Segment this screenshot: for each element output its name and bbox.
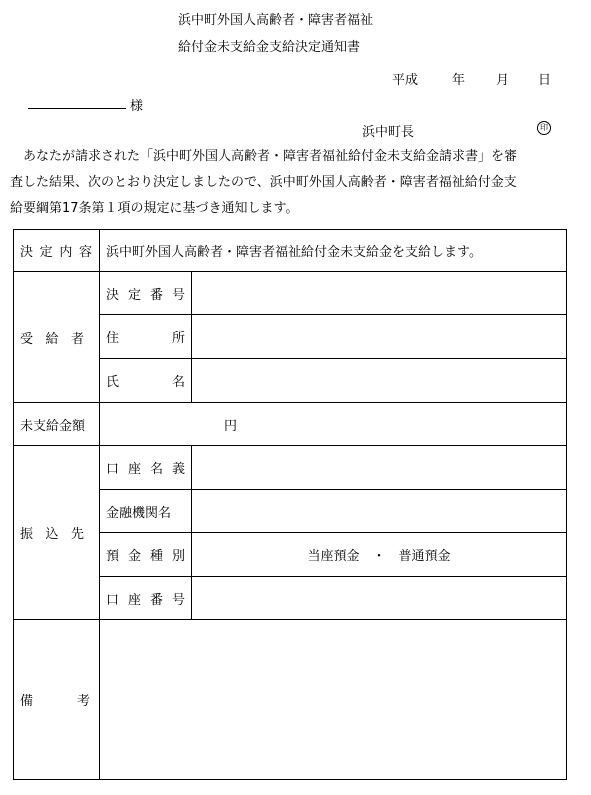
bank-label: 金融機関名 — [100, 490, 192, 533]
remarks-label: 備 考 — [20, 694, 90, 709]
seal-mark: 印 — [537, 121, 551, 135]
table-row-unpaid-amount — [14, 403, 567, 446]
decision-number-label: 決 定 番 号 — [106, 287, 185, 303]
name-field[interactable] — [192, 359, 567, 403]
deposit-type-label: 預 金 種 別 — [106, 549, 185, 564]
name-label-cell — [100, 359, 192, 403]
title-line-2: 給付金未支給金支給決定通知書 — [178, 40, 361, 55]
remarks-field[interactable] — [100, 620, 567, 780]
account-number-label: 口 座 番 号 — [106, 592, 185, 608]
transfer-label-cell — [14, 446, 100, 620]
table-row-decision-number — [14, 272, 567, 315]
bank-field[interactable] — [192, 490, 567, 533]
address-label-cell — [100, 315, 192, 359]
body-text-line-1 — [10, 144, 582, 170]
recipient-label-cell — [14, 272, 100, 403]
address-label: 住 所 — [106, 331, 185, 346]
account-number-label-cell — [100, 577, 192, 620]
account-name-field[interactable] — [192, 446, 567, 490]
decision-text: 浜中町外国人高齢者・障害者福祉給付金未支給金を支給します。 — [100, 230, 567, 272]
deposit-type-options[interactable]: 当座預金 ・ 普通預金 — [192, 533, 567, 577]
date-year: 年 — [452, 73, 466, 88]
decision-number-label-cell — [100, 272, 192, 315]
addressee-name-line — [28, 108, 126, 109]
addressee-honorific: 様 — [130, 99, 144, 114]
recipient-label: 受 給 者 — [20, 331, 84, 347]
remarks-label-cell — [14, 620, 100, 780]
decision-label: 決 定 内 容 — [20, 245, 92, 260]
issuer-name: 浜中町長 — [362, 125, 415, 140]
account-number-field[interactable] — [192, 577, 567, 620]
body-line-1: あなたが請求された「浜中町外国人高齢者・障害者福祉給付金未支給金請求書」を審 — [23, 149, 518, 164]
date-era: 平成 — [392, 73, 419, 88]
title-line-1: 浜中町外国人高齢者・障害者福祉 — [178, 13, 374, 28]
address-field[interactable] — [192, 315, 567, 359]
account-name-label-cell — [100, 446, 192, 490]
account-name-label: 口 座 名 義 — [106, 462, 185, 477]
name-label: 氏 名 — [106, 375, 185, 390]
unpaid-amount-field[interactable] — [100, 403, 567, 446]
date-day: 日 — [538, 73, 552, 88]
deposit-type-label-cell — [100, 533, 192, 577]
body-text-line-3: 給要綱第17条第１項の規定に基づき通知します。 — [10, 201, 299, 216]
unpaid-amount-label: 未支給金額 — [14, 403, 100, 446]
table-row-decision — [14, 230, 567, 272]
decision-number-field[interactable] — [192, 272, 567, 315]
decision-form-table — [13, 229, 567, 780]
decision-label-cell — [14, 230, 100, 272]
yen-unit: 円 — [224, 418, 238, 434]
table-row-remarks — [14, 620, 567, 780]
table-row-account-name — [14, 446, 567, 490]
transfer-label: 振 込 先 — [20, 527, 84, 542]
body-text-line-2: 査した結果、次のとおり決定しましたので、浜中町外国人高齢者・障害者福祉給付金支 — [10, 175, 517, 190]
date-month: 月 — [496, 73, 510, 88]
